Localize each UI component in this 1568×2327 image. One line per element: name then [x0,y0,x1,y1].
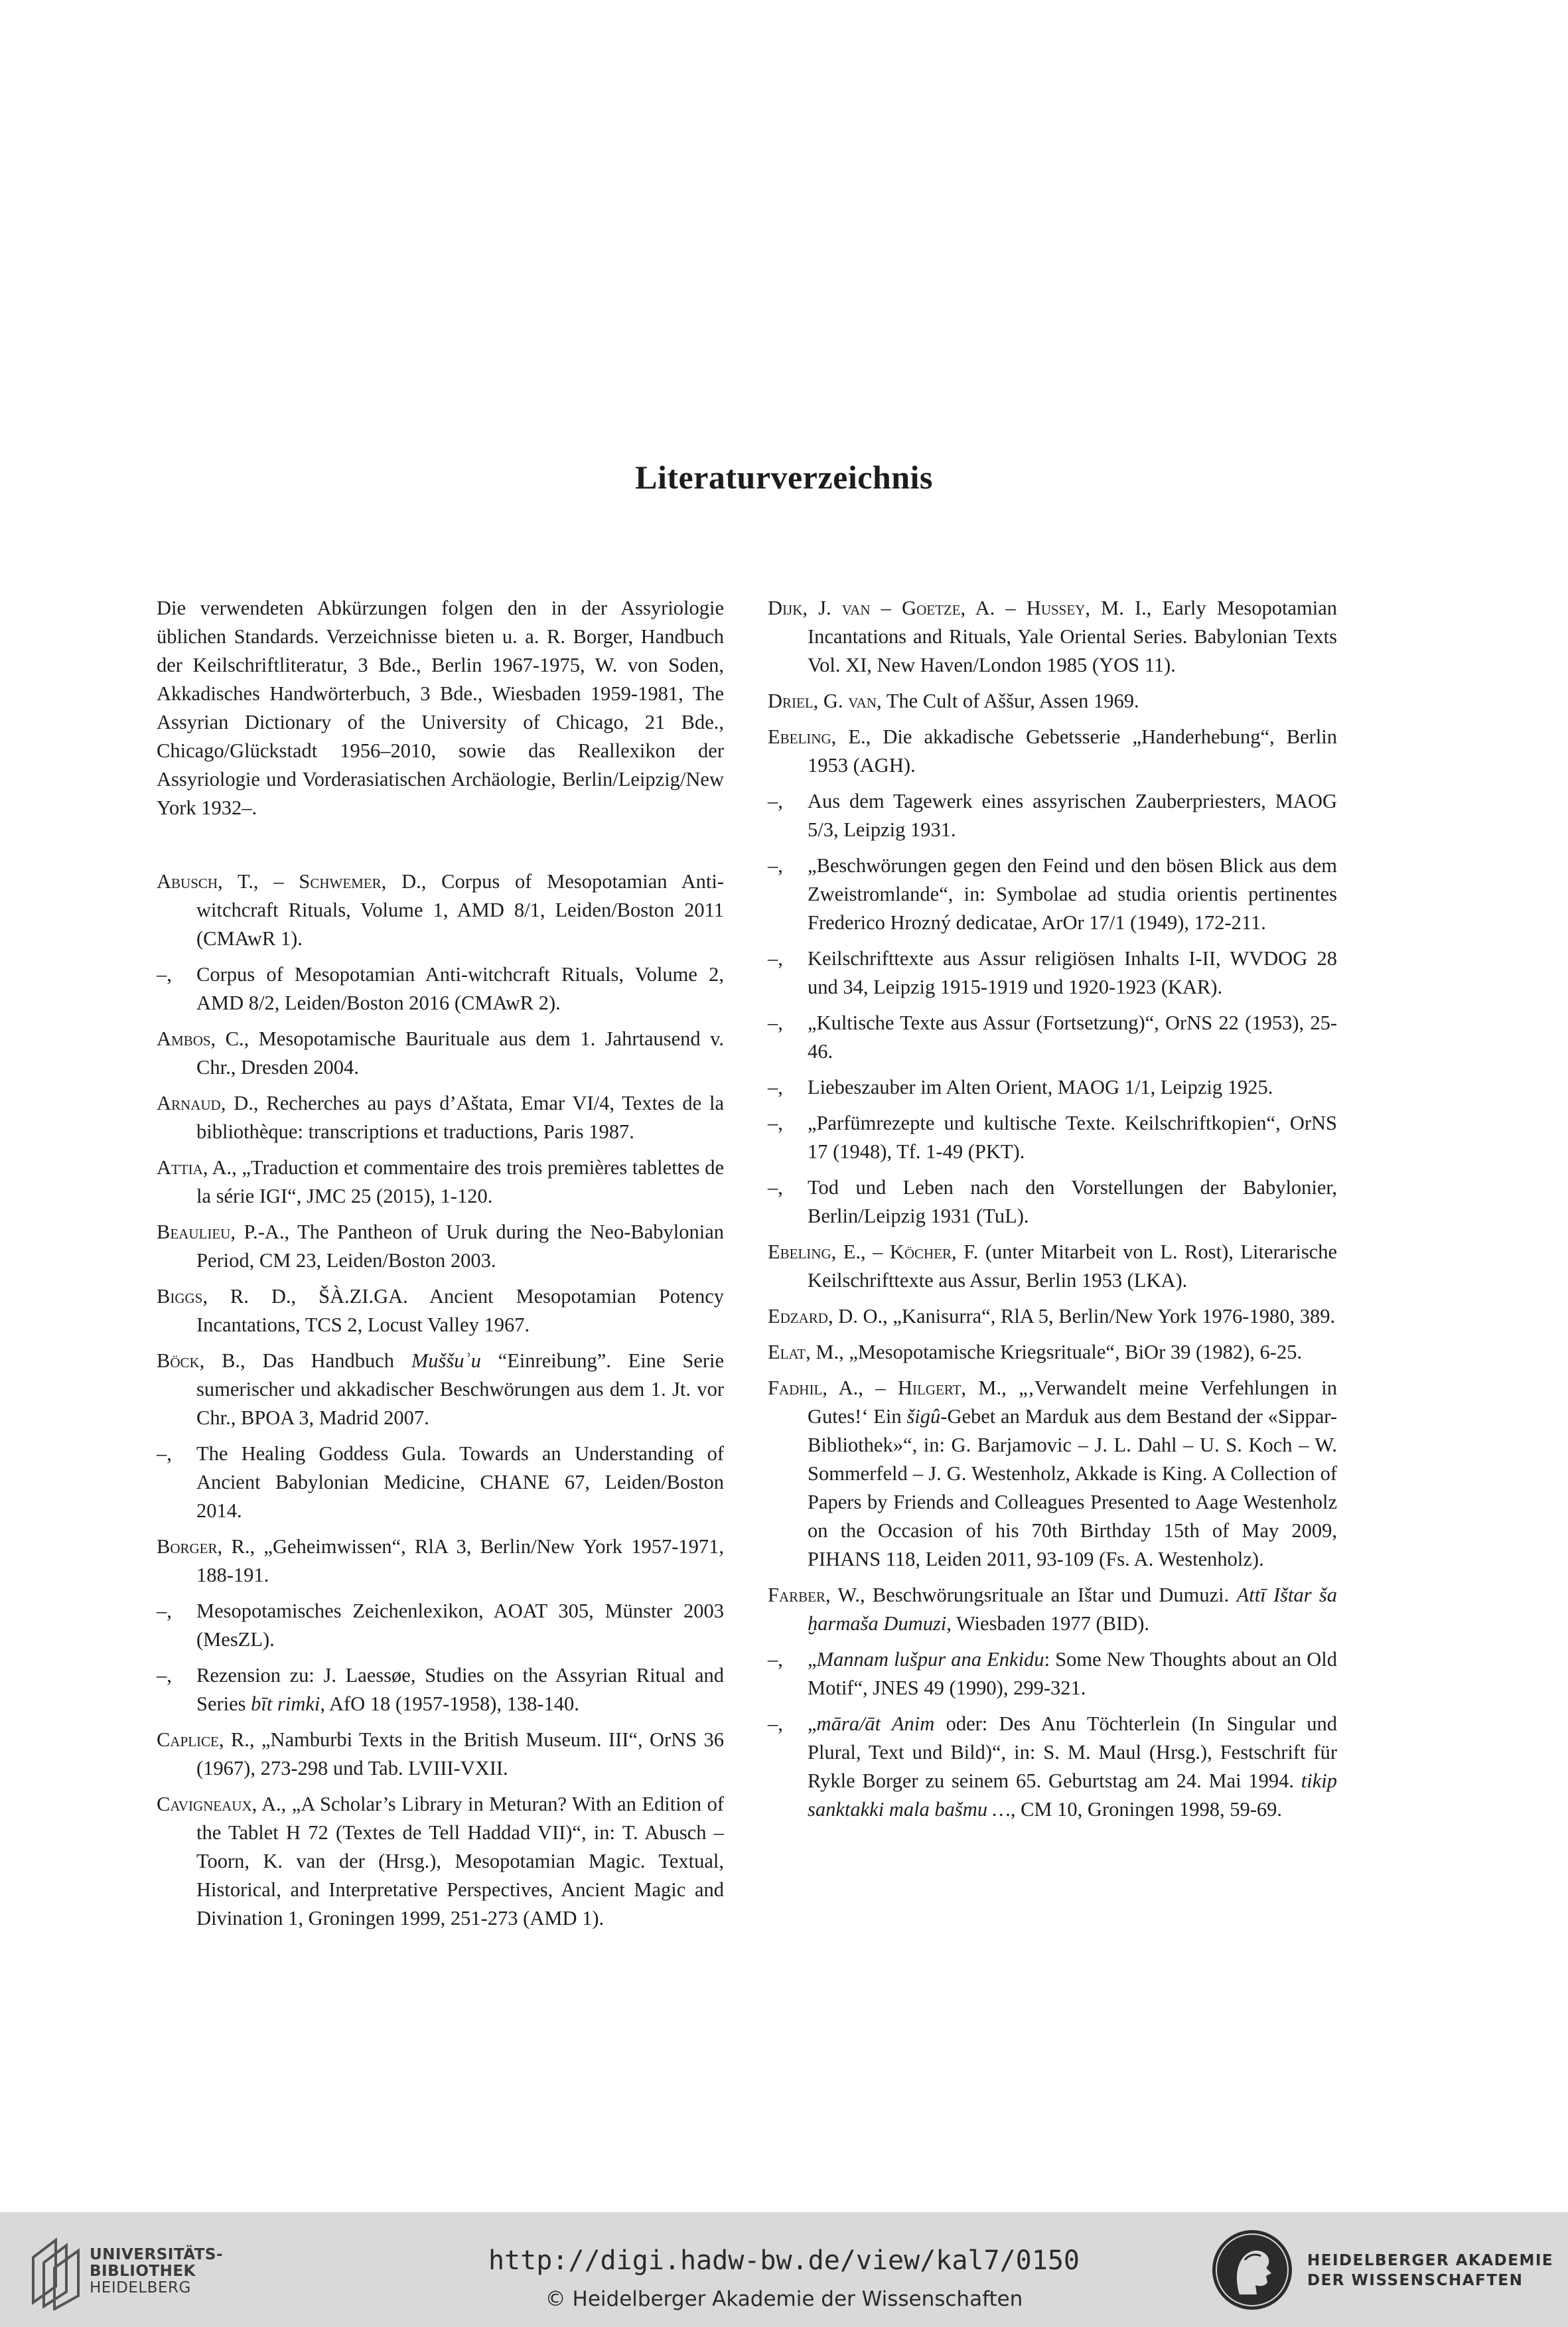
entry-text: Liebeszauber im Alten Orient, MAOG 1/1, Leipzig 1925. [808,1076,1273,1098]
bib-entry [157,1726,724,1783]
left-column [157,594,724,1940]
bib-entry [157,1661,724,1718]
entry-author: Farber, W., [768,1584,865,1606]
entry-author: Dijk, J. van – Goetze, A. – Hussey, M. I., [768,597,1152,619]
entry-dash: –, [768,854,783,877]
entry-dash: –, [768,790,783,812]
entry-text: Early Mesopotamian Incantations and Rituals, Yale Oriental Series. Babylonian Texts Vol. XI, New Haven/London 1985 (YOS 11). [808,597,1338,676]
entry-text: „A Scholar’s Library in Meturan? With an Edition of the Tablet H 72 (Textes de Tell Haddad VII)“, in: T. Abusch – Toorn, K. van der (Hrsg.), Mesopotamian Magic. Textual, Historical, and Interpretative Perspectives, Ancient Magic and Divination 1, Groningen 1999, 251-273 (AMD 1). [196,1793,724,1929]
entry-text-cont-2: , CM 10, Groningen 1998, 59-69. [1010,1798,1283,1821]
entry-author: Ebeling, E., [768,725,871,748]
bib-entry [157,1218,724,1275]
entry-text-cont: oder: Des Anu Töchterlein (In Singular und Plural, Text und Bild)“, in: S. M. Maul (Hrsg.), Festschrift für Rykle Borger zu seinem 65. Geburtstag am 24. Mai 1994. [808,1712,1337,1792]
academy-name-line: HEIDELBERGER AKADEMIE [1307,2252,1554,2269]
bib-entry [157,1025,724,1082]
bib-entry [768,1710,1337,1824]
bib-entry [768,1302,1337,1331]
entry-text: „Mesopotamische Kriegsrituale“, BiOr 39 (1982), 6-25. [849,1341,1303,1363]
right-column [768,594,1337,1831]
entry-dash: –, [768,1712,783,1735]
entry-author: Attia, A., [157,1156,237,1179]
entry-text: Das Handbuch [262,1349,395,1372]
entry-text: „ [808,1648,817,1671]
entry-text: Recherches au pays d’Aštata, Emar VI/4, Textes de la bibliothèque: transcriptions et traductions, Paris 1987. [196,1092,724,1143]
entry-title-italic: Attī Ištar ša ḫarmaša Dumuzi [808,1584,1338,1635]
bib-entry [768,1581,1337,1638]
entry-text: Rezension zu: J. Laessøe, Studies on the Assyrian Ritual and Series [196,1664,724,1715]
entry-title-italic: šigû [906,1405,941,1428]
library-name-line: BIBLIOTHEK [90,2263,196,2280]
entry-author: Elat, M., [768,1341,844,1363]
bib-entry [768,723,1337,780]
bib-entry [157,1347,724,1432]
entry-text: Die akkadische Gebetsserie „Handerhebung“, Berlin 1953 (AGH). [808,725,1338,777]
intro-paragraph: Die verwendeten Abkürzungen folgen den in der Assyriologie üblichen Standards. Verzeichnisse bieten u. a. R. Borger, Handbuch der Keilschriftliteratur, 3 Bde., Berlin 1967-1975, W. von Soden, Akkadisches Handwörterbuch, 3 Bde., Wiesbaden 1959-1981, The Assyrian Dictionary of the University of Chicago, 21 Bde., Chicago/Glückstadt 1956–2010, sowie das Reallexikon der Assyriologie und Vorderasiatischen Archäologie, Berlin/Leipzig/New York 1932–. [157,597,724,819]
entry-author: Böck, B., [157,1349,246,1372]
bib-entry [157,1790,724,1933]
bib-entry [768,1238,1337,1295]
entry-text: „Namburbi Texts in the British Museum. III“, OrNS 36 (1967), 273-298 und Tab. LVIII-VXII. [196,1728,725,1779]
entry-author: Driel, G. van, [768,690,882,712]
left-entry-list [157,867,724,1933]
entry-dash: –, [768,947,783,970]
bib-entry [768,1073,1337,1102]
entry-author: Biggs, R. D., [157,1285,297,1308]
bib-entry [157,1282,724,1339]
entry-text: ŠÀ.ZI.GA. Ancient Mesopotamian Potency Incantations, TCS 2, Locust Valley 1967. [196,1285,725,1336]
entry-text: Mesopotamisches Zeichenlexikon, AOAT 305, Münster 2003 (MesZL). [196,1600,724,1651]
entry-author: Abusch, T., – Schwemer, D., [157,870,427,893]
entry-text: Keilschrifttexte aus Assur religiösen Inhalts I-II, WVDOG 28 und 34, Leipzig 1915-1919 und 1920-1923 (KAR). [808,947,1337,998]
entry-title-italic: māra/āt Anim [816,1712,935,1735]
entry-text: Mesopotamische Baurituale aus dem 1. Jahrtausend v. Chr., Dresden 2004. [196,1027,724,1079]
entry-text: The Healing Goddess Gula. Towards an Understanding of Ancient Babylonian Medicine, CHANE 67, Leiden/Boston 2014. [196,1442,724,1522]
bib-entry [768,1645,1337,1702]
entry-text-cont: , AfO 18 (1957-1958), 138-140. [320,1692,579,1715]
entry-text: Corpus of Mesopotamian Anti-witchcraft Rituals, Volume 1, AMD 8/1, Leiden/Boston 2011 (CMAwR 1). [196,870,725,950]
academy-name-line: DER WISSENSCHAFTEN [1307,2272,1524,2289]
entry-author: Borger, R., [157,1535,255,1558]
bib-entry [768,594,1337,680]
entry-title-italic: bīt rimki [251,1692,321,1715]
entry-dash: –, [768,1076,783,1098]
entry-text: „Geheimwissen“, RlA 3, Berlin/New York 1957-1971, 188-191. [196,1535,725,1586]
copyright-notice: © Heidelberger Akademie der Wissenschaften [545,2287,1023,2311]
entry-text: „Kultische Texte aus Assur (Fortsetzung)“, OrNS 22 (1953), 25-46. [808,1012,1337,1063]
library-name-line: HEIDELBERG [90,2279,191,2296]
entry-dash: –, [768,1012,783,1034]
entry-text: „Beschwörungen gegen den Feind und den bösen Blick aus dem Zweistromlande“, in: Symbolae ad studia orientis pertinentes Frederico Hrozný dedicatae, ArOr 17/1 (1949), 172-211. [808,854,1337,934]
bib-entry [157,867,724,953]
entry-text: „Traduction et commentaire des trois premières tablettes de la série IGI“, JMC 25 (2015), 1-120. [196,1156,724,1207]
entry-dash: –, [157,963,172,986]
entry-text: The Pantheon of Uruk during the Neo-Babylonian Period, CM 23, Leiden/Boston 2003. [196,1221,724,1272]
entry-dash: –, [157,1442,172,1465]
library-name-line: UNIVERSITÄTS- [90,2246,224,2263]
entry-dash: –, [157,1664,172,1687]
viewer-footer [0,2212,1568,2327]
page-title: Literaturverzeichnis [635,459,933,496]
entry-author: Ambos, C., [157,1027,249,1050]
bib-entry [157,960,724,1017]
bib-entry [768,852,1337,937]
bib-entry [157,1597,724,1654]
entry-author: Caplice, R., [157,1728,255,1751]
bib-entry [768,1374,1337,1574]
bib-entry [768,944,1337,1002]
entry-text: The Cult of Aššur, Assen 1969. [886,690,1139,712]
entry-text-cont: “Einreibung”. Eine Serie sumerischer und akkadischer Beschwörungen aus dem 1. Jt. vor Chr., BPOA 3, Madrid 2007. [196,1349,724,1429]
entry-author: Ebeling, E., – Köcher, F. [768,1240,979,1263]
bib-entry [157,1089,724,1146]
entry-dash: –, [768,1176,783,1199]
entry-author: Beaulieu, P.-A., [157,1221,290,1243]
entry-title-italic: Mannam lušpur ana Enkidu [816,1648,1044,1671]
entry-author: Cavigneaux, A., [157,1793,287,1815]
bib-entry [768,1109,1337,1166]
entry-text-cont: -Gebet an Marduk aus dem Bestand der «Sippar-Bibliothek»“, in: G. Barjamovic – J. L. Dahl – U. S. Koch – W. Sommerfeld – J. G. Westenholz, Akkade is King. A Collection of Papers by Friends and Colleagues Presented to Aage Westenholz on the Occasion of his 70th Birthday 15th of May 2009, PIHANS 118, Leiden 2011, 93-109 (Fs. A. Westenholz). [808,1405,1338,1570]
entry-dash: –, [768,1112,783,1134]
bib-entry [768,687,1337,715]
entry-text: Tod und Leben nach den Vorstellungen der Babylonier, Berlin/Leipzig 1931 (TuL). [808,1176,1337,1227]
bib-entry [768,1009,1337,1066]
academy-name [1307,2251,1553,2290]
entry-text: „Parfümrezepte und kultische Texte. Keilschriftkopien“, OrNS 17 (1948), Tf. 1-49 (PKT). [808,1112,1337,1163]
entry-text: Beschwörungsrituale an Ištar und Dumuzi. [872,1584,1230,1606]
entry-author: Arnaud, D., [157,1092,259,1114]
entry-text: „Kanisurra“, RlA 5, Berlin/New York 1976-1980, 389. [892,1305,1336,1327]
bib-entry [768,787,1337,844]
bib-entry [157,1154,724,1211]
entry-dash: –, [768,1648,783,1671]
entry-text: „‚Verwandelt meine Verfehlungen in Gutes!‘ Ein [808,1377,1338,1428]
entry-author: Edzard, D. O., [768,1305,888,1327]
entry-text: (unter Mitarbeit von L. Rost), Literarische Keilschrifttexte aus Assur, Berlin 1953 (LKA). [808,1240,1338,1292]
bib-entry [157,1533,724,1590]
permalink-url[interactable]: http://digi.hadw-bw.de/view/kal7/0150 [488,2245,1080,2276]
entry-text: Aus dem Tagewerk eines assyrischen Zauberpriesters, MAOG 5/3, Leipzig 1931. [808,790,1337,841]
bib-entry [768,1173,1337,1231]
entry-title-italic-2: tikip sanktakki mala bašmu … [808,1769,1337,1821]
bib-entry [768,1338,1337,1367]
bib-entry [157,1440,724,1525]
entry-text-cont: : Some New Thoughts about an Old Motif“, JNES 49 (1990), 299-321. [808,1648,1337,1699]
entry-text-cont: , Wiesbaden 1977 (BID). [946,1612,1149,1635]
entry-dash: –, [157,1600,172,1622]
academy-seal-icon [1209,2225,1295,2314]
entry-author: Fadhil, A., – Hilgert, M., [768,1377,1007,1399]
entry-text: „ [808,1712,817,1735]
entry-text: Corpus of Mesopotamian Anti-witchcraft Rituals, Volume 2, AMD 8/2, Leiden/Boston 2016 (CMAwR 2). [196,963,724,1014]
entry-title-italic: Muššuʾu [411,1349,481,1372]
